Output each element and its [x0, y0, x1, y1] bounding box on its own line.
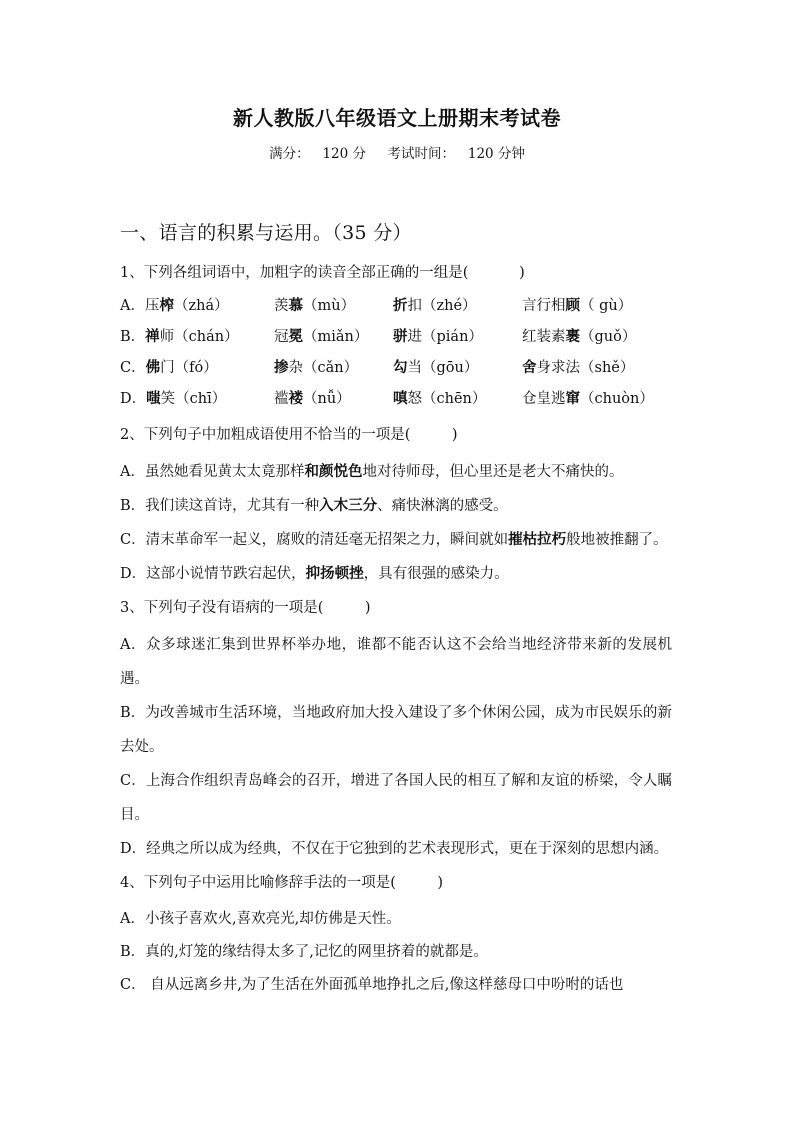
- q3-option-d: D．经典之所以成为经典，不仅在于它独到的艺术表现形式，更在于深刻的思想内涵。: [120, 841, 669, 857]
- exam-meta: [0, 142, 794, 162]
- q2-option-b: B．我们读这首诗，尤其有一种入木三分、痛快淋漓的感受。: [120, 497, 508, 514]
- q4-option-b: B．真的,灯笼的缘结得太多了,记忆的网里挤着的就都是。: [120, 944, 488, 960]
- question-3-stem: 3、下列句子没有语病的一项是( ): [120, 600, 371, 616]
- exam-time-label: 考试时间：: [387, 146, 455, 162]
- exam-time-value: 120 分钟: [467, 146, 525, 162]
- q1-option-b-2: 冠冕（miǎn）: [274, 328, 369, 345]
- question-2-stem: 2、下列句子中加粗成语使用不恰当的一项是( ): [120, 427, 458, 443]
- q2-option-c: C．清末革命军一起义，腐败的清廷毫无招架之力，瞬间就如摧枯拉朽般地被推翻了。: [120, 531, 668, 548]
- q2-option-d: D．这部小说情节跌宕起伏，抑扬顿挫，具有很强的感染力。: [120, 565, 509, 582]
- q1-option-c-3: 勾当（gōu）: [393, 359, 479, 376]
- q1-option-c-2: 掺杂（cǎn）: [274, 359, 359, 376]
- q1-option-d-3: 嗔怒（chēn）: [393, 390, 487, 407]
- q1-option-b-3: 骈进（pián）: [393, 328, 483, 345]
- full-score-value: 120 分: [322, 146, 367, 162]
- q1-option-c-1: C．佛门（fó）: [120, 359, 218, 376]
- full-score-label: 满分：: [269, 146, 310, 162]
- q1-option-d-2: 褴褛（nǚ）: [274, 390, 351, 407]
- q1-option-c-4: 舍身求法（shě）: [522, 359, 635, 376]
- q3-option-a: A．众多球迷汇集到世界杯举办地，谁都不能否认这不会给当地经济带来新的发展机遇。: [120, 637, 672, 687]
- q1-option-a-3: 折扣（zhé）: [393, 297, 477, 314]
- q1-option-a-2: 羡慕（mù）: [274, 297, 356, 314]
- q3-option-b: B．为改善城市生活环境，当地政府加大投入建设了多个休闲公园，成为市民娱乐的新去处。: [120, 705, 672, 755]
- q3-option-c: C．上海合作组织青岛峰会的召开，增进了各国人民的相互了解和友谊的桥梁，令人瞩目。: [120, 773, 672, 823]
- exam-title: 新人教版八年级语文上册期末考试卷: [233, 106, 561, 130]
- section-heading: 一、语言的积累与运用。（35 分）: [120, 222, 412, 244]
- q1-option-d-1: D．嗤笑（chī）: [120, 390, 227, 407]
- question-1-options: [120, 293, 672, 412]
- q1-option-a-1: A．压榨（zhá）: [120, 297, 229, 314]
- q1-option-b-4: 红装素裹（guǒ）: [522, 328, 637, 345]
- q4-option-c: C． 自从远离乡井,为了生活在外面孤单地挣扎之后,像这样慈母口中吩咐的话也: [120, 977, 624, 993]
- q1-option-d-4: 仓皇逃窜（chuòn）: [522, 390, 654, 407]
- questions: [120, 260, 672, 1002]
- question-1-stem: 1、下列各组词语中，加粗字的读音全部正确的一组是( ): [120, 265, 525, 281]
- q1-option-a-4: 言行相顾（ gù）: [522, 297, 633, 314]
- question-4-stem: 4、下列句子中运用比喻修辞手法的一项是( ): [120, 875, 444, 891]
- q2-option-a: A．虽然她看见黄太太竟那样和颜悦色地对待师母，但心里还是老大不痛快的。: [120, 463, 624, 480]
- q1-option-b-1: B．禅师（chán）: [120, 328, 239, 345]
- q4-option-a: A．小孩子喜欢火,喜欢亮光,却仿佛是天性。: [120, 911, 401, 927]
